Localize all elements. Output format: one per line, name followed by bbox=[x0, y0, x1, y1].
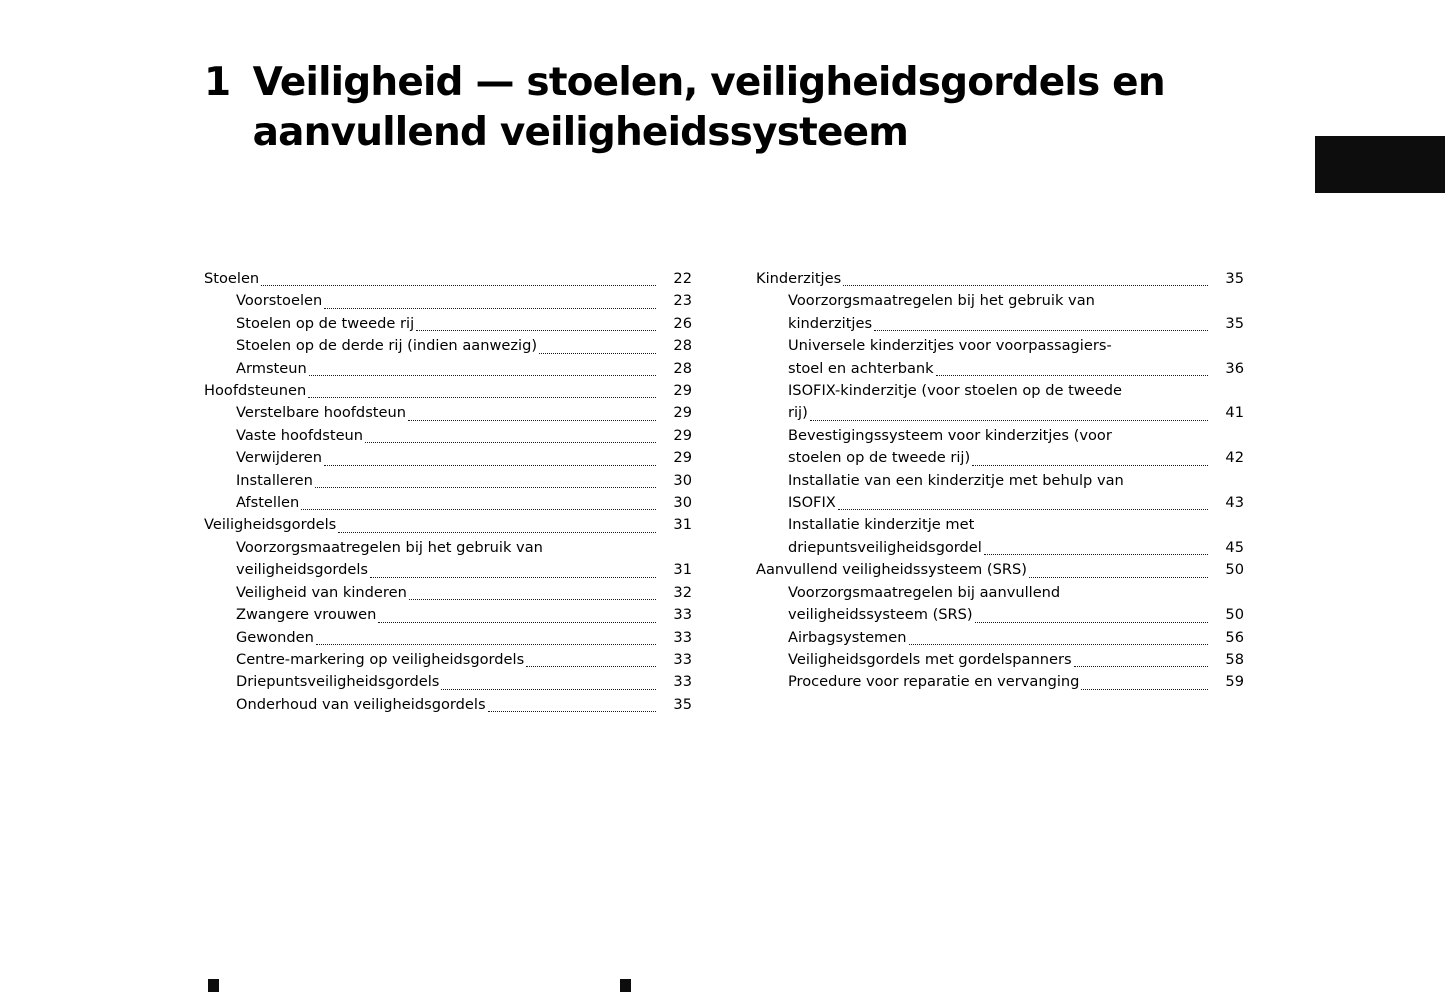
toc-entry-leader bbox=[874, 329, 1208, 331]
toc-entry-leader bbox=[843, 284, 1208, 286]
toc-entry-page: 31 bbox=[673, 516, 692, 534]
toc-entry-label: Voorzorgsmaatregelen bij het gebruik van bbox=[788, 292, 1095, 310]
toc-entry-page: 36 bbox=[1225, 359, 1244, 377]
toc-entry-leader bbox=[975, 621, 1208, 623]
toc-entry-label: Installatie van een kinderzitje met behulp van bbox=[788, 471, 1124, 489]
toc-entry-page: 31 bbox=[673, 561, 692, 579]
toc-entry-page: 33 bbox=[673, 628, 692, 646]
toc-entry-page: 30 bbox=[673, 494, 692, 512]
toc-entry-leader bbox=[984, 553, 1208, 555]
toc-entry-leader bbox=[338, 531, 656, 533]
toc-entry-page: 22 bbox=[673, 270, 692, 287]
toc-entry-leader bbox=[909, 643, 1209, 645]
toc-entry-leader bbox=[416, 329, 656, 331]
page-edge-tab bbox=[1315, 136, 1445, 193]
toc-entry-label: Veiligheidsgordels bbox=[204, 516, 337, 534]
toc-entry-page: 30 bbox=[673, 471, 692, 489]
footer-mark-right bbox=[620, 979, 631, 992]
toc-entry[interactable] bbox=[756, 649, 1244, 671]
toc-entry-page: 45 bbox=[1225, 538, 1244, 556]
toc-entry[interactable] bbox=[756, 425, 1244, 447]
toc-entry-page: 59 bbox=[1225, 673, 1244, 691]
toc-entry-label: Voorzorgsmaatregelen bij het gebruik van bbox=[236, 538, 543, 556]
toc-entry-label: Armsteun bbox=[236, 359, 307, 377]
toc-entry-leader bbox=[409, 598, 656, 600]
toc-entry-label: kinderzitjes bbox=[788, 314, 873, 332]
toc-entry-page: 29 bbox=[673, 382, 692, 400]
toc-entry-label: Zwangere vrouwen bbox=[236, 606, 377, 624]
toc-entry[interactable] bbox=[204, 290, 692, 312]
toc-entry-page: 28 bbox=[673, 359, 692, 377]
toc-entry-leader bbox=[365, 441, 656, 443]
toc-entry-label: Stoelen op de derde rij (indien aanwezig) bbox=[236, 337, 538, 355]
toc-entry-leader bbox=[936, 374, 1208, 376]
toc-entry-label: Bevestigingssysteem voor kinderzitjes (voor bbox=[788, 426, 1112, 444]
toc-entry-page: 42 bbox=[1225, 449, 1244, 467]
toc-entry[interactable] bbox=[756, 402, 1244, 424]
toc-entry[interactable] bbox=[756, 559, 1244, 581]
toc-entry-label: ISOFIX-kinderzitje (voor stoelen op de tweede bbox=[788, 382, 1122, 400]
toc-entry[interactable] bbox=[204, 425, 692, 447]
toc-entry-leader bbox=[408, 419, 656, 421]
toc-entry[interactable] bbox=[756, 313, 1244, 335]
footer-mark-left bbox=[208, 979, 219, 992]
toc-entry[interactable] bbox=[204, 604, 692, 626]
toc-entry-leader bbox=[1074, 665, 1208, 667]
toc-entry-page: 35 bbox=[1225, 270, 1244, 287]
toc-entry-page: 23 bbox=[673, 292, 692, 310]
toc-entry-label: Verstelbare hoofdsteun bbox=[236, 404, 407, 422]
toc-entry[interactable] bbox=[756, 380, 1244, 402]
toc-entry-page: 32 bbox=[673, 583, 692, 601]
toc-entry-leader bbox=[324, 307, 656, 309]
toc-entry-label: Hoofdsteunen bbox=[204, 382, 307, 400]
toc-right-column bbox=[756, 268, 1244, 716]
toc-entry-label: Veiligheid van kinderen bbox=[236, 583, 407, 601]
toc-entry[interactable] bbox=[204, 514, 692, 536]
toc-entry[interactable] bbox=[204, 335, 692, 357]
toc-entry-page: 56 bbox=[1225, 628, 1244, 646]
chapter-title: Veiligheid — stoelen, veiligheidsgordels en aanvullend veiligheidssysteem bbox=[252, 60, 1165, 155]
chapter-heading bbox=[204, 58, 1244, 158]
table-of-contents bbox=[204, 268, 1244, 716]
toc-entry[interactable] bbox=[756, 604, 1244, 626]
toc-entry[interactable] bbox=[204, 649, 692, 671]
toc-entry-label: Afstellen bbox=[236, 494, 300, 512]
toc-entry-label: Gewonden bbox=[236, 628, 314, 646]
toc-entry-label: Installatie kinderzitje met bbox=[788, 516, 975, 534]
toc-entry-label: Onderhoud van veiligheidsgordels bbox=[236, 695, 486, 713]
toc-entry-label: Installeren bbox=[236, 471, 313, 489]
toc-entry-label: Airbagsystemen bbox=[788, 628, 907, 646]
toc-entry-leader bbox=[526, 665, 656, 667]
toc-entry-page: 50 bbox=[1225, 606, 1244, 624]
toc-entry-label: Procedure voor reparatie en vervanging bbox=[788, 673, 1080, 691]
toc-entry[interactable] bbox=[756, 514, 1244, 536]
toc-entry-leader bbox=[378, 621, 656, 623]
toc-entry-page: 33 bbox=[673, 673, 692, 691]
toc-entry[interactable] bbox=[204, 694, 692, 716]
toc-entry-label: stoelen op de tweede rij) bbox=[788, 449, 971, 467]
toc-entry-label: Voorstoelen bbox=[236, 292, 323, 310]
toc-entry[interactable] bbox=[204, 537, 692, 559]
toc-entry[interactable] bbox=[204, 671, 692, 693]
toc-entry[interactable] bbox=[756, 582, 1244, 604]
toc-entry-leader bbox=[488, 710, 656, 712]
toc-entry[interactable] bbox=[204, 492, 692, 514]
toc-entry-page: 29 bbox=[673, 404, 692, 422]
toc-entry-label: driepuntsveiligheidsgordel bbox=[788, 538, 982, 556]
toc-entry-label: veiligheidsgordels bbox=[236, 561, 369, 579]
toc-entry-page: 43 bbox=[1225, 494, 1244, 512]
toc-entry-page: 29 bbox=[673, 449, 692, 467]
toc-entry-leader bbox=[539, 352, 656, 354]
toc-entry-page: 35 bbox=[673, 695, 692, 713]
toc-entry-leader bbox=[308, 396, 656, 398]
toc-entry[interactable] bbox=[756, 358, 1244, 380]
toc-entry-leader bbox=[838, 508, 1208, 510]
toc-entry-leader bbox=[324, 464, 656, 466]
toc-entry[interactable] bbox=[756, 335, 1244, 357]
toc-entry-leader bbox=[370, 576, 656, 578]
toc-entry-label: Stoelen op de tweede rij bbox=[236, 314, 415, 332]
chapter-number: 1 bbox=[204, 60, 231, 105]
toc-entry-leader bbox=[1029, 576, 1208, 578]
toc-entry-label: Verwijderen bbox=[236, 449, 323, 467]
toc-entry[interactable] bbox=[756, 671, 1244, 693]
toc-entry-leader bbox=[301, 508, 656, 510]
toc-entry-leader bbox=[972, 464, 1208, 466]
toc-entry[interactable] bbox=[756, 290, 1244, 312]
toc-entry-label: Veiligheidsgordels met gordelspanners bbox=[788, 650, 1072, 668]
toc-entry[interactable] bbox=[204, 627, 692, 649]
toc-entry-label: Universele kinderzitjes voor voorpassagiers- bbox=[788, 337, 1112, 355]
toc-entry-label: rij) bbox=[788, 404, 808, 422]
toc-entry[interactable] bbox=[204, 313, 692, 335]
toc-entry-page: 50 bbox=[1225, 561, 1244, 579]
toc-entry-page: 41 bbox=[1225, 404, 1244, 422]
toc-entry-page: 58 bbox=[1225, 650, 1244, 668]
toc-entry-page: 26 bbox=[673, 314, 692, 332]
toc-entry-label: Kinderzitjes bbox=[756, 270, 842, 287]
toc-entry-page: 33 bbox=[673, 650, 692, 668]
toc-entry[interactable] bbox=[756, 537, 1244, 559]
toc-entry-leader bbox=[810, 419, 1208, 421]
toc-left-column bbox=[204, 268, 692, 716]
toc-entry[interactable] bbox=[204, 358, 692, 380]
toc-entry-label: Stoelen bbox=[204, 270, 260, 287]
toc-entry[interactable] bbox=[756, 470, 1244, 492]
toc-entry-page: 33 bbox=[673, 606, 692, 624]
toc-entry[interactable] bbox=[756, 447, 1244, 469]
toc-entry-leader bbox=[261, 284, 656, 286]
toc-entry-leader bbox=[1081, 688, 1208, 690]
toc-entry[interactable] bbox=[204, 582, 692, 604]
toc-entry[interactable] bbox=[204, 447, 692, 469]
toc-entry-label: Aanvullend veiligheidssysteem (SRS) bbox=[756, 561, 1027, 579]
toc-entry[interactable] bbox=[756, 492, 1244, 514]
toc-entry-leader bbox=[309, 374, 656, 376]
toc-entry-leader bbox=[315, 486, 656, 488]
toc-entry-leader bbox=[441, 688, 656, 690]
toc-entry-label: ISOFIX bbox=[788, 494, 836, 512]
toc-entry[interactable] bbox=[756, 627, 1244, 649]
toc-entry-label: stoel en achterbank bbox=[788, 359, 934, 377]
toc-entry-label: Centre-markering op veiligheidsgordels bbox=[236, 650, 525, 668]
toc-entry-page: 35 bbox=[1225, 314, 1244, 332]
toc-entry-label: Vaste hoofdsteun bbox=[236, 426, 364, 444]
toc-entry-page: 29 bbox=[673, 426, 692, 444]
toc-entry[interactable] bbox=[204, 402, 692, 424]
toc-entry-label: veiligheidssysteem (SRS) bbox=[788, 606, 973, 624]
toc-entry[interactable] bbox=[204, 268, 692, 290]
toc-entry-page: 28 bbox=[673, 337, 692, 355]
toc-entry[interactable] bbox=[204, 559, 692, 581]
toc-entry[interactable] bbox=[204, 380, 692, 402]
toc-entry-label: Voorzorgsmaatregelen bij aanvullend bbox=[788, 583, 1061, 601]
toc-entry-leader bbox=[316, 643, 656, 645]
toc-entry[interactable] bbox=[756, 268, 1244, 290]
toc-entry-label: Driepuntsveiligheidsgordels bbox=[236, 673, 440, 691]
toc-entry[interactable] bbox=[204, 470, 692, 492]
